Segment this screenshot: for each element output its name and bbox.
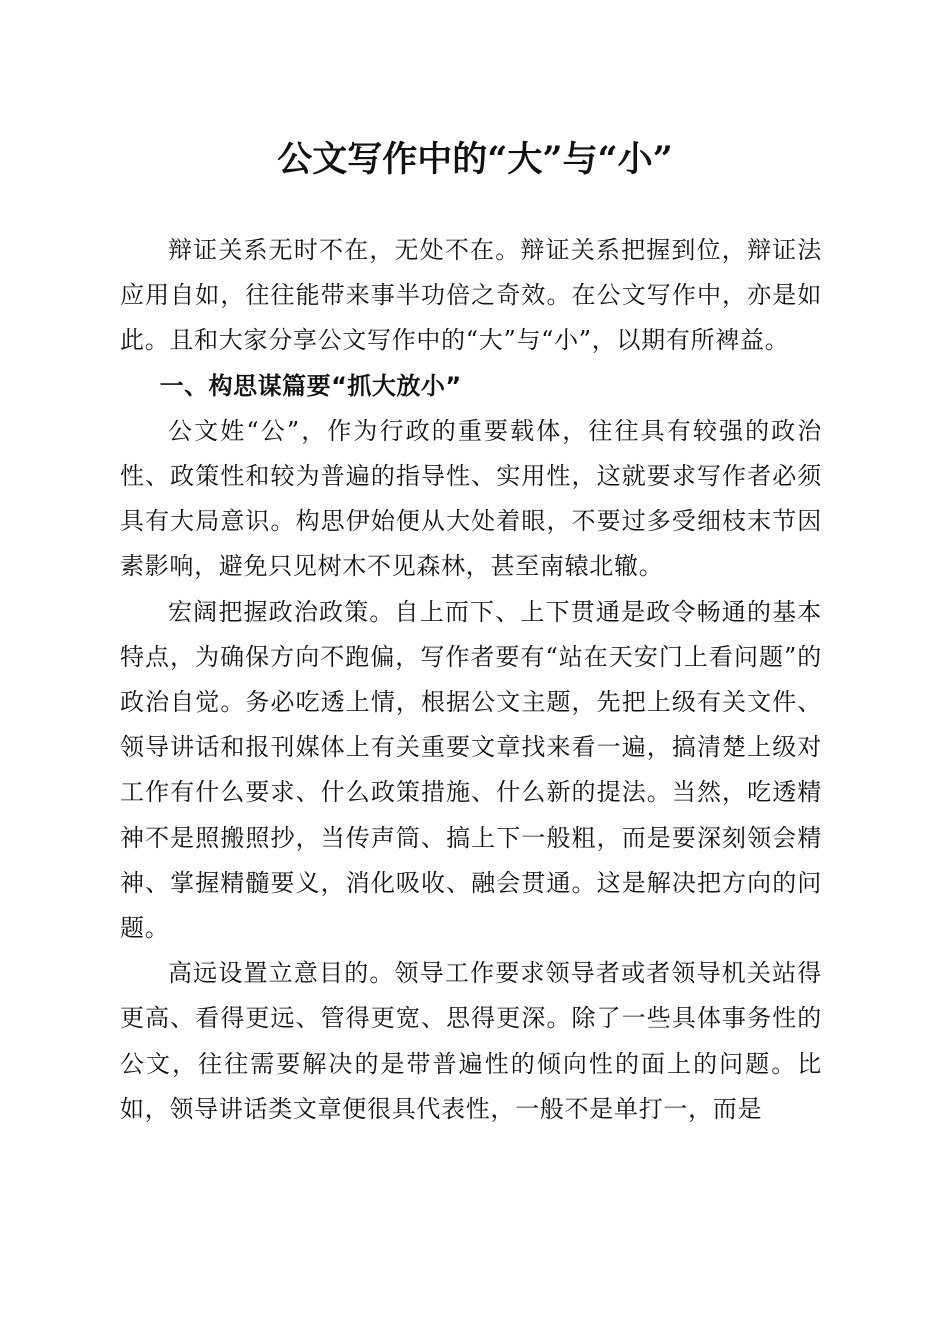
body-paragraph: 公文姓“公”，作为行政的重要载体，往往具有较强的政治性、政策性和较为普遍的指导性、实用性，这就要求写作者必须具有大局意识。构思伊始便从大处着眼，不要过多受细枝末节因素影响，避免只见树木不见森林，甚至南辕北辙。: [120, 416, 822, 581]
document-title: 公文写作中的“大”与“小”: [277, 139, 673, 180]
intro-paragraph: 辩证关系无时不在，无处不在。辩证关系把握到位，辩证法应用自如，往往能带来事半功倍之奇效。在公文写作中，亦是如此。且和大家分享公文写作中的“大”与“小”，以期有所裨益。: [120, 236, 822, 355]
section-heading-1: 一、构思谋篇要“抓大放小”: [159, 371, 462, 400]
body-paragraph: 宏阔把握政治政策。自上而下、上下贯通是政令畅通的基本特点，为确保方向不跑偏，写作者要有“站在天安门上看问题”的政治自觉。务必吃透上情，根据公文主题，先把上级有关文件、领导讲话和报刊媒体上有关重要文章找来看一遍，搞清楚上级对工作有什么要求、什么政策措施、什么新的提法。当然，吃透精神不是照搬照抄，当传声筒、搞上下一般粗，而是要深刻领会精神、掌握精髓要义，消化吸收、融会贯通。这是解决把方向的问题。: [120, 597, 822, 943]
body-paragraph: 高远设置立意目的。领导工作要求领导者或者领导机关站得更高、看得更远、管得更宽、思得更深。除了一些具体事务性的公文，往往需要解决的是带普遍性的倾向性的面上的问题。比如，领导讲话类文章便很具代表性，一般不是单打一，而是: [120, 959, 822, 1123]
document-body: [120, 228, 822, 1132]
